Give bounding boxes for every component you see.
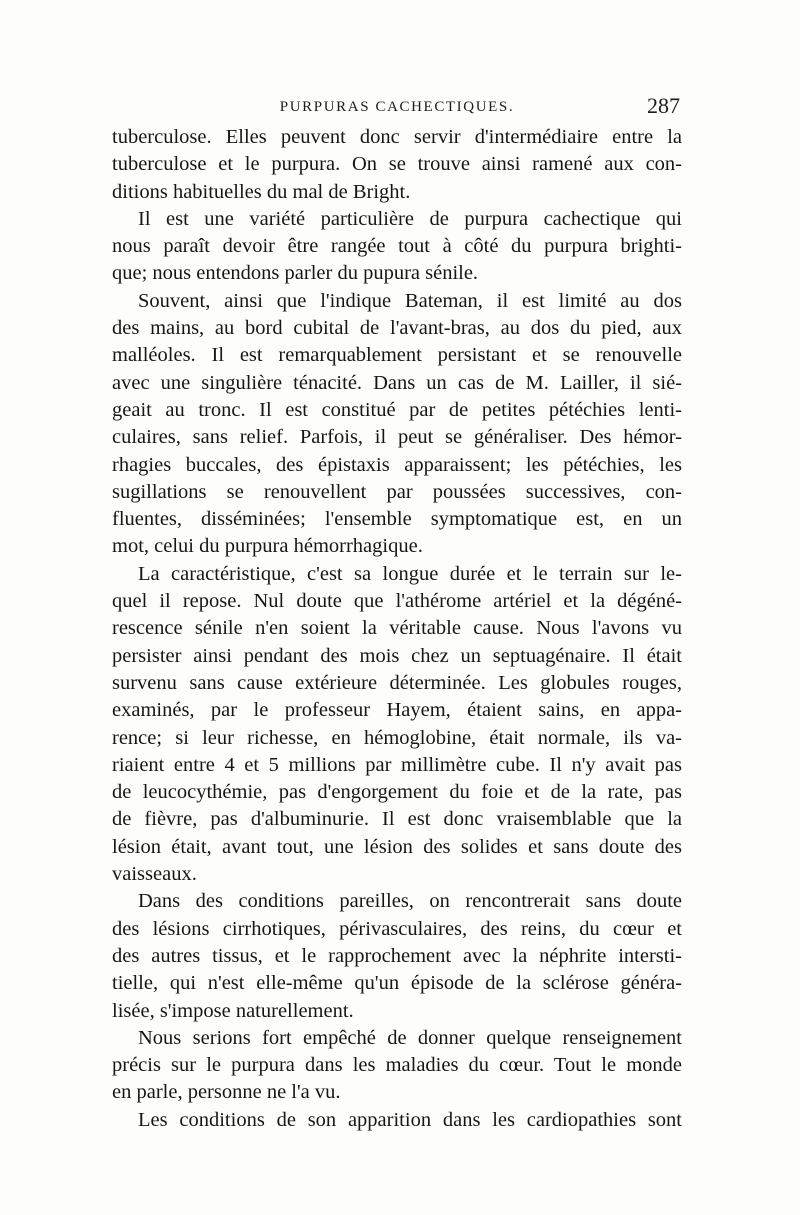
text-line: des lésions cirrhotiques, périvasculaires, des reins, du cœur et: [112, 917, 682, 940]
text-line: mot, celui du purpura hémorrhagique.: [112, 535, 423, 558]
text-line: survenu sans cause extérieure déterminée. Les globules rouges,: [112, 671, 682, 694]
text-line: geait au tronc. Il est constitué par de petites pétéchies lenti-: [112, 398, 682, 421]
text-line: La caractéristique, c'est sa longue durée et le terrain sur le-: [138, 562, 682, 585]
text-line: rhagies buccales, des épistaxis apparaissent; les pétéchies, les: [112, 453, 682, 476]
text-line: Nous serions fort empêché de donner quelque renseignement: [138, 1026, 682, 1049]
page-number: 287: [647, 93, 680, 118]
text-line: Dans des conditions pareilles, on rencontrerait sans doute: [138, 890, 682, 913]
text-line: que; nous entendons parler du pupura sénile.: [112, 262, 479, 285]
text-line: ditions habituelles du mal de Bright.: [112, 180, 411, 203]
text-line: précis sur le purpura dans les maladies du cœur. Tout le monde: [112, 1054, 682, 1077]
text-line: avec une singulière ténacité. Dans un cas de M. Lailler, il sié-: [112, 371, 682, 394]
text-line: tuberculose. Elles peuvent donc servir d'intermédiaire entre la: [112, 126, 682, 148]
text-line: sugillations se renouvellent par poussées successives, con-: [112, 480, 682, 503]
running-head: PURPURAS CACHECTIQUES.: [279, 99, 515, 115]
text-line: des autres tissus, et le rapprochement avec la néphrite intersti-: [112, 944, 682, 967]
text-line: rence; si leur richesse, en hémoglobine, était normale, ils va-: [112, 726, 682, 749]
text-line: nous paraît devoir être rangée tout à côté du purpura brighti-: [112, 235, 682, 258]
text-line: Il est une variété particulière de purpura cachectique qui: [138, 207, 682, 230]
body-text: [112, 124, 682, 1134]
text-line: fluentes, disséminées; l'ensemble symptomatique est, en un: [112, 508, 682, 531]
text-line: rescence sénile n'en soient la véritable cause. Nous l'avons vu: [112, 617, 682, 640]
text-line: riaient entre 4 et 5 millions par millimètre cube. Il n'y avait pas: [112, 753, 682, 776]
text-line: en parle, personne ne l'a vu.: [112, 1081, 341, 1104]
text-line: lisée, s'impose naturellement.: [112, 999, 354, 1022]
text-line: des mains, au bord cubital de l'avant-bras, au dos du pied, aux: [112, 317, 682, 340]
text-line: tielle, qui n'est elle-même qu'un épisode de la sclérose généra-: [112, 972, 682, 995]
text-line: de fièvre, pas d'albuminurie. Il est donc vraisemblable que la: [112, 808, 682, 831]
text-line: Les conditions de son apparition dans les cardiopathies sont: [138, 1108, 682, 1131]
text-line: tuberculose et le purpura. On se trouve ainsi ramené aux con-: [112, 153, 682, 176]
page-header: [112, 93, 682, 123]
text-line: malléoles. Il est remarquablement persistant et se renouvelle: [112, 344, 682, 367]
text-line: lésion était, avant tout, une lésion des solides et sans doute des: [112, 835, 682, 858]
text-line: de leucocythémie, pas d'engorgement du foie et de la rate, pas: [112, 781, 682, 804]
text-line: examinés, par le professeur Hayem, étaient sains, en appa-: [112, 699, 682, 722]
text-line: quel il repose. Nul doute que l'athérome artériel et la dégéné-: [112, 590, 682, 613]
text-line: Souvent, ainsi que l'indique Bateman, il est limité au dos: [138, 289, 682, 312]
text-line: culaires, sans relief. Parfois, il peut se généraliser. Des hémor-: [112, 426, 682, 449]
text-line: persister ainsi pendant des mois chez un septuagénaire. Il était: [112, 644, 682, 667]
text-line: vaisseaux.: [112, 863, 197, 886]
